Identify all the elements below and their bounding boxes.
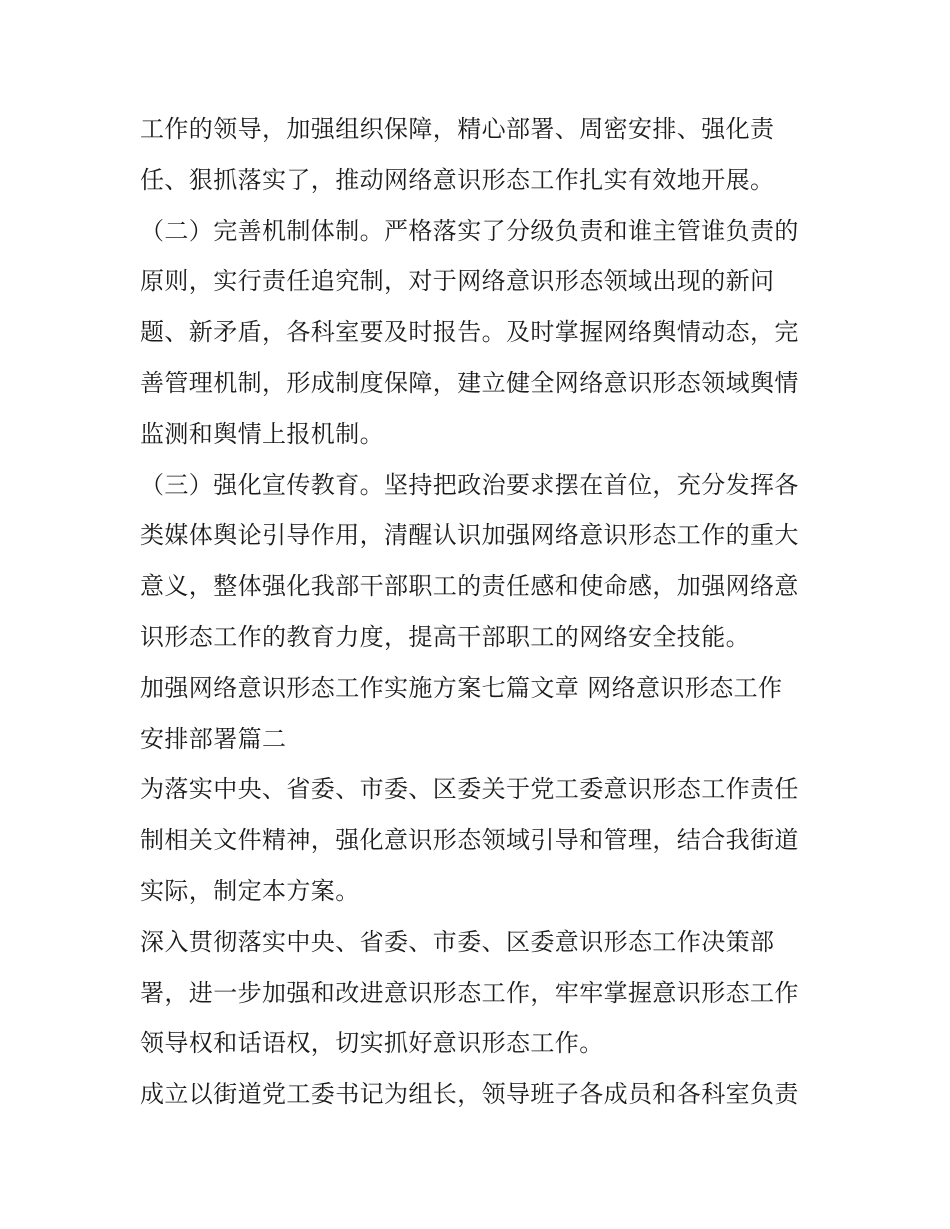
text-line: 意义，整体强化我部干部职工的责任感和使命感，加强网络意: [140, 572, 799, 601]
text-line: 监测和舆情上报机制。: [140, 419, 384, 448]
text-line: 原则，实行责任追究制，对于网络意识形态领域出现的新问: [140, 267, 775, 296]
text-line: （二）完善机制体制。严格落实了分级负责和谁主管谁负责的: [140, 216, 799, 245]
text-line: 为落实中央、省委、市委、区委关于党工委意识形态工作责任: [140, 775, 799, 804]
text-line: （三）强化宣传教育。坚持把政治要求摆在首位，充分发挥各: [140, 470, 799, 499]
text-line: 署，进一步加强和改进意识形态工作，牢牢掌握意识形态工作: [140, 978, 799, 1007]
text-line: 任、狠抓落实了，推动网络意识形态工作扎实有效地开展。: [140, 165, 775, 194]
text-line: 制相关文件精神，强化意识形态领域引导和管理，结合我街道: [140, 826, 799, 855]
text-line: 深入贯彻落实中央、省委、市委、区委意识形态工作决策部: [140, 927, 775, 956]
section-heading-line: 安排部署篇二: [140, 724, 287, 753]
document-body: [140, 104, 820, 1120]
text-line: 题、新矛盾，各科室要及时报告。及时掌握网络舆情动态，完: [140, 318, 799, 347]
text-line: 工作的领导，加强组织保障，精心部署、周密安排、强化责: [140, 115, 775, 143]
text-line: 类媒体舆论引导作用，清醒认识加强网络意识形态工作的重大: [140, 521, 799, 550]
section-heading-line: 加强网络意识形态工作实施方案七篇文章 网络意识形态工作: [140, 673, 783, 702]
text-line: 领导权和话语权，切实抓好意识形态工作。: [140, 1029, 604, 1058]
text-line: 成立以街道党工委书记为组长，领导班子各成员和各科室负责: [140, 1080, 799, 1109]
text-line: 识形态工作的教育力度，提高干部职工的网络安全技能。: [140, 622, 750, 651]
text-line: 善管理机制，形成制度保障，建立健全网络意识形态领域舆情: [140, 368, 799, 397]
text-line: 实际，制定本方案。: [140, 876, 360, 905]
